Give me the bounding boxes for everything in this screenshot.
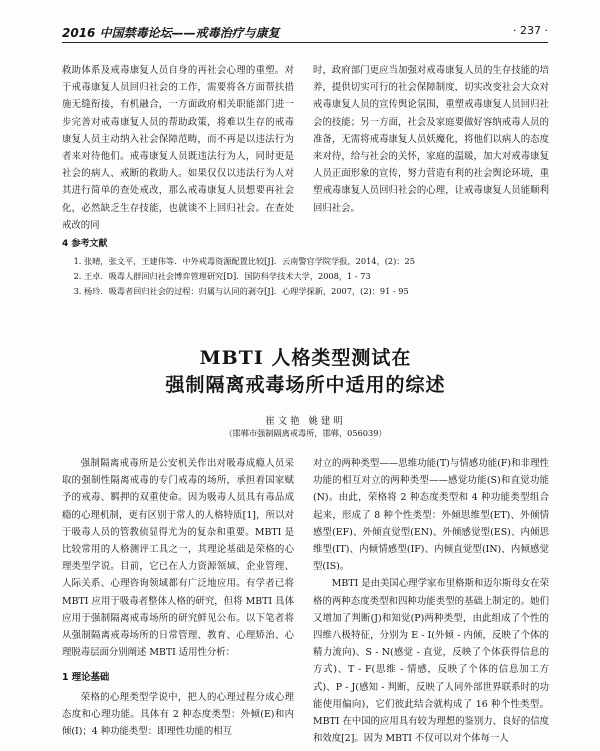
prev-article-text-col2: 时，政府部门更应当加强对戒毒康复人员的生存技能的培养，提供切实可行的社会保障制度，切实改变社会大众对戒毒康复人员的宣传舆论氛围，重塑戒毒康复人员回归社会的技能；另一方面，社会及家庭要做好容纳戒毒人员的准备，无需将戒毒康复人员妖魔化，将他们以病人的态度来对待，给与社会的关怀，家庭的温暖，加大对戒毒康复人员正面形象的宣传，努力营造有利的社会舆论环境，重塑戒毒康复人员回归社会的心理，让戒毒康复人员能顺利回归社会。 (313, 65, 549, 214)
article-col2 (313, 455, 549, 747)
reference-list (62, 254, 549, 299)
reference-item: 3. 杨玲．吸毒者回归社会的过程：归属与认同的剥夺[J]．心理学探新，2007，(2)：91 - 95 (84, 284, 549, 299)
article-title (62, 345, 549, 399)
article-col1 (62, 455, 294, 740)
prev-article-col1 (62, 62, 294, 234)
running-header (62, 22, 548, 43)
reference-item: 2. 王卓．吸毒人群回归社会博弈管理研究[D]．国防科学技术大学，2008，1 - 73 (84, 269, 549, 284)
journal-title: 2016 中国禁毒论坛——戒毒治疗与康复 (62, 26, 280, 40)
prev-article-col2 (313, 62, 549, 217)
article-title-line2: 强制隔离戒毒场所中适用的综述 (165, 374, 446, 396)
references-heading: 4 参考文献 (62, 239, 108, 249)
section-paragraph-continued: 对立的两种类型——思维功能(T)与情感功能(F)和非理性功能的相互对立的两种类型——感觉功能(S)和直觉功能(N)。由此，荣格将 2 种态度类型和 4 种功能类型组合起来，形成了 8 种个性类型：外倾思维型(ET)、外倾情感型(EF)、外倾直觉型(EN)、外倾感觉型(ES)、内倾思维型(IT)、内倾情感型(IF)、内倾直觉型(IN)、内倾感觉型(IS)。 (313, 458, 549, 573)
section-paragraph: 荣格的心理类型学说中，把人的心理过程分成心理态度和心理功能。具体有 2 种态度类型：外倾(E)和内倾(I)；4 种功能类型：即理性功能的相互 (62, 691, 294, 738)
mbti-paragraph: MBTI 是由美国心理学家布里格斯和迈尔斯母女在荣格的两种态度类型和四种功能类型的基础上制定的。她们又增加了判断(J)和知觉(P)两种类型，由此组成了个性的四维八极特征，分别为 E - I(外倾 - 内倾，反映了个体的精力流向)、S - N(感觉 - 直觉，反映了个体获得信息的方式)、T - F(思维 - 情感，反映了个体的信息加工方式)、P - J(感知 - 判断，反映了人同外部世界联系时的功能使用偏向)，它们彼此结合就构成了 16 种个性类型。MBTI 在中国的应用具有较为理想的鉴别力、良好的信度和效度[2]。因为 MBTI 不仅可以对个体每一人 (313, 578, 549, 745)
article-affiliation: （邯郸市强制隔离戒毒所，邯郸，056039） (224, 428, 387, 438)
references (62, 237, 549, 299)
page-number: · 237 · (513, 24, 548, 37)
intro-paragraph: 强制隔离戒毒所是公安机关作出对吸毒成瘾人员采取的强制性隔离戒毒的专门戒毒的场所，承担着国家赋予的戒毒、羁押的双重使命。因为吸毒人员具有毒品成瘾的心理机制，更有区别于常人的人格特质[1]，所以对于吸毒人员的管教侦显得尤为的复杂和重要。MBTI 是比较常用的人格测评工具之一，其理论基础是荣格的心理类型学说。目前，它已在人力资源领域、企业管理、人际关系、心理咨询领域都有广泛地应用。有学者已将 MBTI 应用于吸毒者整体人格的研究，但将 MBTI 具体应用于强制隔离戒毒场所的研究鲜见公布。以下笔者将从强制隔离戒毒场所的日常管理、教育、心理矫治、心理脱毒层面分别阐述 MBTI 适用性分析： (62, 458, 294, 659)
article-authors: 崔文艳 姚建明 (265, 416, 346, 427)
prev-article-text-col1: 救助体系及戒毒康复人员自身的再社会心理的重塑。对于戒毒康复人员回归社会的工作，需要将各方面帮扶措施无缝衔接，有机融合，一方面政府相关职能部门进一步完善对戒毒康复人员的帮助政策，将难以生存的戒毒康复人员主动纳入社会保障范畴，而不再是以违法行为者来对待他们。戒毒康复人员既违法行为人，同时更是社会的病人、戒断的救助人。如果仅仅以违法行为人对其进行简单的查处戒改，那么戒毒康复人员想要再社会化，必然缺乏生存技能，也就谈不上回归社会。在查处戒改的同 (62, 65, 294, 231)
reference-item: 1. 张晴，张文平，王建伟等．中外戒毒资源配置比较[J]．云南警官学院学报，2014，(2)：25 (84, 254, 549, 269)
article-title-line1: MBTI 人格类型测试在 (199, 347, 412, 369)
section-heading: 1 理论基础 (62, 672, 110, 684)
